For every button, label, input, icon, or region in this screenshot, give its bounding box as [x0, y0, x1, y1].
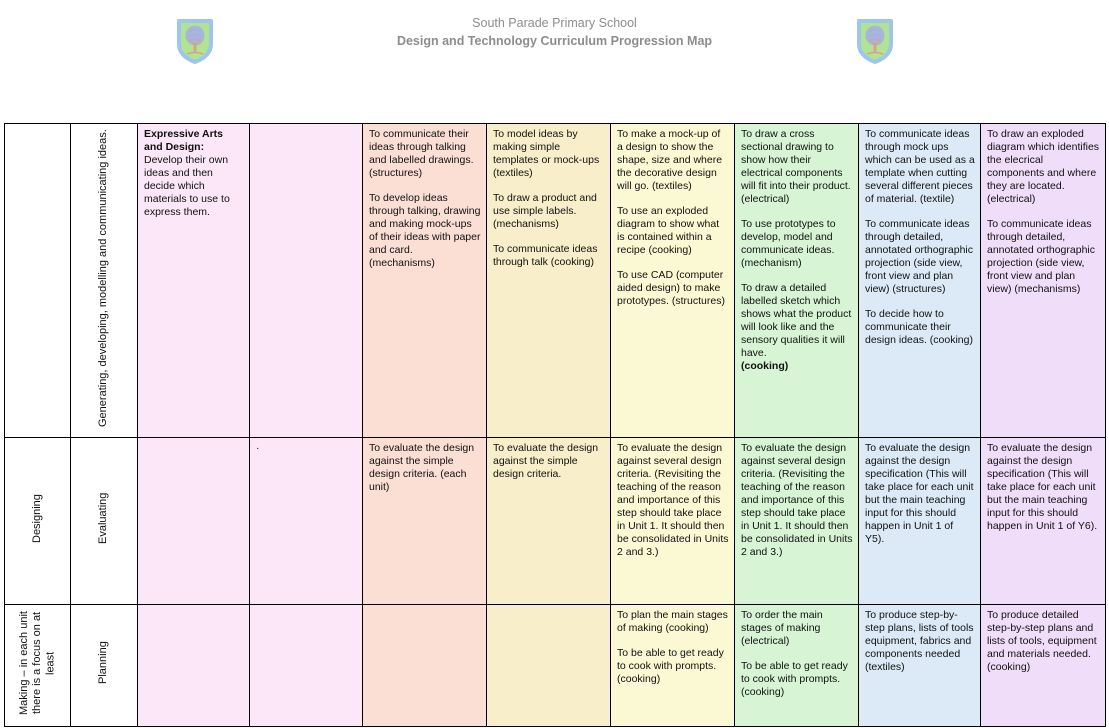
cell-text: To develop ideas through talking, drawing and making mock-ups of their ideas with paper and card. (mechanisms)	[369, 192, 481, 270]
cell-text: To decide how to communicate their design ideas. (cooking)	[865, 308, 973, 347]
curriculum-cell	[487, 605, 611, 727]
curriculum-cell	[735, 124, 859, 438]
curriculum-cell	[138, 605, 250, 727]
table-row	[5, 605, 1106, 727]
cell-text: (structures)	[369, 167, 423, 180]
curriculum-cell	[363, 124, 487, 438]
row-section-header	[5, 605, 71, 727]
row-strand-header-label: Planning	[97, 641, 110, 685]
row-section-header	[5, 438, 71, 605]
title-block	[0, 16, 1109, 48]
cell-text: To communicate ideas through detailed, annotated orthographic projection (side view, front view and plan view) (structures)	[865, 218, 973, 296]
cell-text: To communicate ideas through talk (cooking)	[493, 243, 598, 269]
curriculum-cell	[250, 605, 363, 727]
curriculum-cell	[981, 124, 1106, 438]
curriculum-cell	[138, 124, 250, 438]
curriculum-cell	[363, 605, 487, 727]
row-section-header-label: Designing	[30, 494, 43, 543]
row-section-header	[5, 124, 71, 438]
curriculum-cell	[250, 124, 363, 438]
cell-text: To communicate ideas through detailed, annotated orthographic projection (side view, front view and plan view) (mechanisms)	[987, 218, 1095, 296]
curriculum-cell	[363, 438, 487, 605]
row-strand-header	[71, 124, 138, 438]
cell-text: To draw a detailed labelled sketch which shows what the product will look like and the sensory qualities it will have.	[741, 282, 852, 360]
row-strand-header-label: Generating, developing, modelling and communicating ideas.	[97, 129, 110, 427]
curriculum-cell	[859, 438, 981, 605]
document-header	[0, 0, 1109, 123]
cell-text: To be able to get ready to cook with prompts.(cooking)	[617, 647, 724, 686]
document-title: Design and Technology Curriculum Progression Map	[396, 34, 713, 48]
curriculum-cell	[735, 438, 859, 605]
cell-text: To use an exploded diagram to show what is contained within a recipe (cooking)	[617, 205, 720, 257]
table-row	[5, 124, 1106, 438]
curriculum-cell	[250, 438, 363, 605]
cell-text: To use CAD (computer aided design) to make prototypes. (structures)	[617, 269, 725, 308]
cell-text: Develop their own ideas and then decide which materials to use to express them.	[144, 154, 230, 219]
cell-text: To communicate ideas through mock ups which can be used as a template when cutting several different pieces of material. (textile)	[865, 128, 975, 206]
cell-text: To evaluate the design against the simple design criteria. (each unit)	[369, 442, 475, 494]
cell-text: To order the main stages of making (electrical)	[741, 609, 823, 648]
curriculum-cell	[611, 438, 735, 605]
curriculum-cell	[981, 605, 1106, 727]
curriculum-cell	[138, 438, 250, 605]
cell-text: To model ideas by making simple templates or mock-ups (textiles)	[493, 128, 600, 180]
table-row	[5, 438, 1106, 605]
cell-text: (electrical)	[987, 193, 1036, 206]
curriculum-cell	[611, 605, 735, 727]
cell-text: To evaluate the design against the simple design criteria.	[493, 442, 599, 481]
school-crest-icon	[856, 18, 894, 65]
cell-text: To draw a cross sectional drawing to show how their electrical components will fit into their product. (electrical)	[741, 128, 851, 206]
cell-text: To evaluate the design against several design criteria. (Revisiting the teaching of the reason and importance of this step should take place in Unit 1. It should then be consolidated in Units 2 and 3.)	[741, 442, 853, 559]
curriculum-cell	[859, 605, 981, 727]
curriculum-cell	[735, 605, 859, 727]
curriculum-table-body	[5, 124, 1106, 727]
row-strand-header	[71, 438, 138, 605]
cell-text: To communicate their ideas through talking and labelled drawings.	[369, 128, 474, 167]
cell-text: To make a mock-up of a design to show the shape, size and where the decorative design will go. (textiles)	[617, 128, 723, 193]
row-section-header-label: Making – in each unit there is a focus on at least	[17, 611, 57, 715]
cell-text: To evaluate the design against the design specification (This will take place for each unit but the main teaching input for this should happen in Unit 1 of Y5).	[865, 442, 974, 546]
curriculum-cell	[487, 124, 611, 438]
curriculum-cell	[487, 438, 611, 605]
curriculum-table	[4, 123, 1106, 727]
cell-text: (cooking)	[741, 360, 789, 373]
cell-text: Expressive Arts and Design:	[144, 128, 223, 154]
curriculum-cell	[859, 124, 981, 438]
cell-text: ·	[256, 442, 260, 454]
curriculum-cell	[611, 124, 735, 438]
row-strand-header	[71, 605, 138, 727]
cell-text: To use prototypes to develop, model and communicate ideas. (mechanism)	[741, 218, 836, 270]
cell-text: To be able to get ready to cook with prompts. (cooking)	[741, 660, 848, 699]
cell-text: To draw a product and use simple labels. (mechanisms)	[493, 192, 597, 231]
cell-text: To draw an exploded diagram which identifies the elecrical components and where they are located.	[987, 128, 1100, 193]
curriculum-cell	[981, 438, 1106, 605]
cell-text: To evaluate the design against the design specification (This will take place for each unit but the main teaching input for this should happen in Unit 1 of Y6).	[987, 442, 1098, 533]
cell-text: To plan the main stages of making (cooking)	[617, 609, 728, 635]
cell-text: To evaluate the design against several design criteria. (Revisiting the teaching of the reason and importance of this step should take place in Unit 1. It should then be consolidated in Units 2 and 3.)	[617, 442, 729, 559]
school-name: South Parade Primary School	[472, 16, 637, 30]
cell-text: To produce detailed step-by-step plans and lists of tools, equipment and materials needed. (cooking)	[987, 609, 1097, 674]
cell-text: To produce step-by-step plans, lists of tools equipment, fabrics and components needed (textiles)	[865, 609, 974, 674]
row-strand-header-label: Evaluating	[97, 492, 110, 545]
